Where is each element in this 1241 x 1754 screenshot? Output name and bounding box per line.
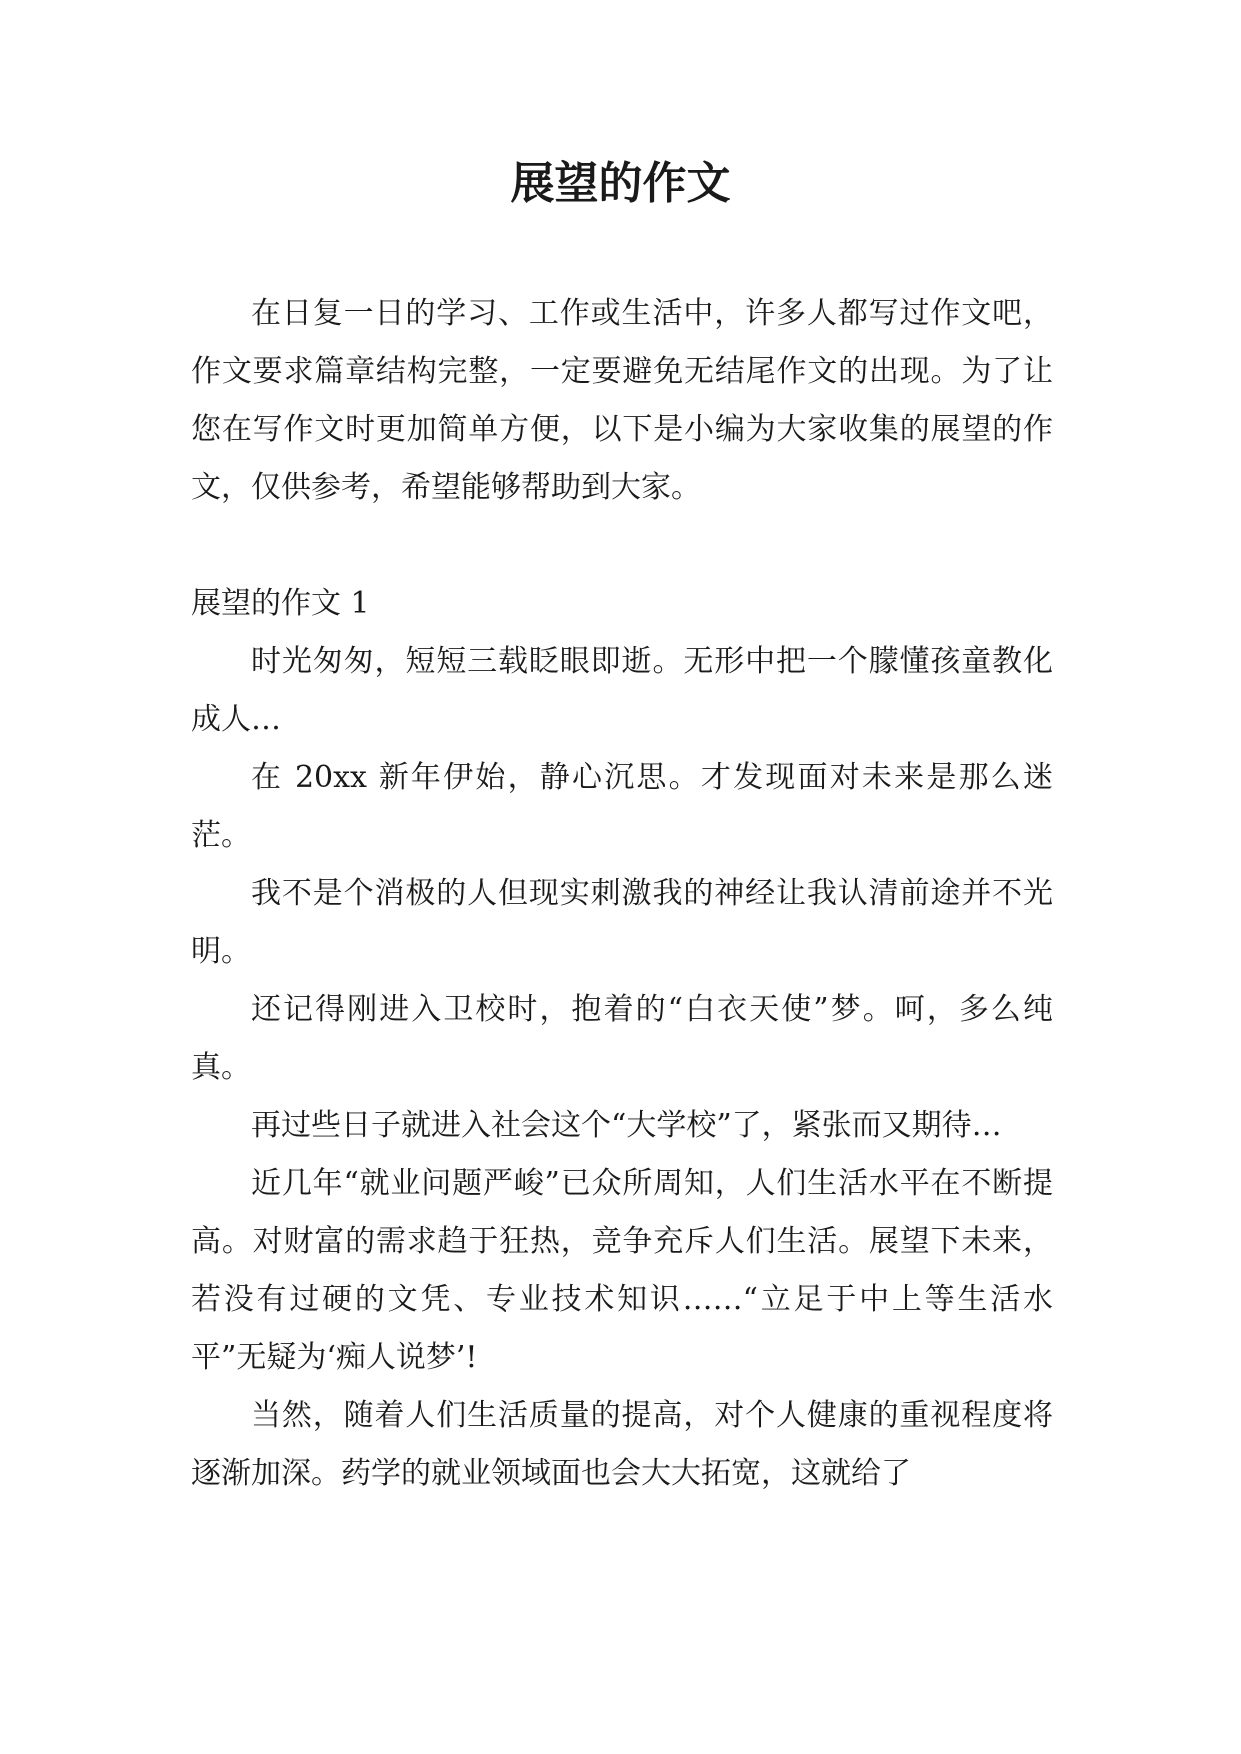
body-paragraph: 还记得刚进入卫校时，抱着的“白衣天使”梦。呵，多么纯真。 [191, 992, 1053, 1085]
section-heading: 展望的作文 1 [191, 586, 370, 621]
body-paragraph: 时光匆匆，短短三载眨眼即逝。无形中把一个朦懂孩童教化成人… [191, 644, 1053, 737]
body-paragraph: 近几年“就业问题严峻”已众所周知，人们生活水平在不断提高。对财富的需求趋于狂热，竞争充斥人们生活。展望下未来，若没有过硬的文凭、专业技术知识……“立足于中上等生活水平”无疑为‘痴人说梦’! [191, 1166, 1053, 1375]
body-paragraph: 再过些日子就进入社会这个“大学校”了，紧张而又期待… [251, 1108, 1002, 1143]
body-paragraph: 我不是个消极的人但现实刺激我的神经让我认清前途并不光明。 [191, 876, 1053, 969]
paragraph-gap [191, 517, 1053, 575]
body-paragraph: 当然，随着人们生活质量的提高，对个人健康的重视程度将逐渐加深。药学的就业领域面也会大大拓宽，这就给了 [191, 1398, 1053, 1491]
body-paragraph: 在 20xx 新年伊始，静心沉思。才发现面对未来是那么迷茫。 [191, 760, 1053, 853]
document-body [191, 285, 1053, 1503]
intro-paragraph: 在日复一日的学习、工作或生活中，许多人都写过作文吧，作文要求篇章结构完整，一定要避免无结尾作文的出现。为了让您在写作文时更加简单方便，以下是小编为大家收集的展望的作文，仅供参考，希望能够帮助到大家。 [191, 296, 1053, 505]
document-title: 展望的作文 [510, 158, 731, 209]
